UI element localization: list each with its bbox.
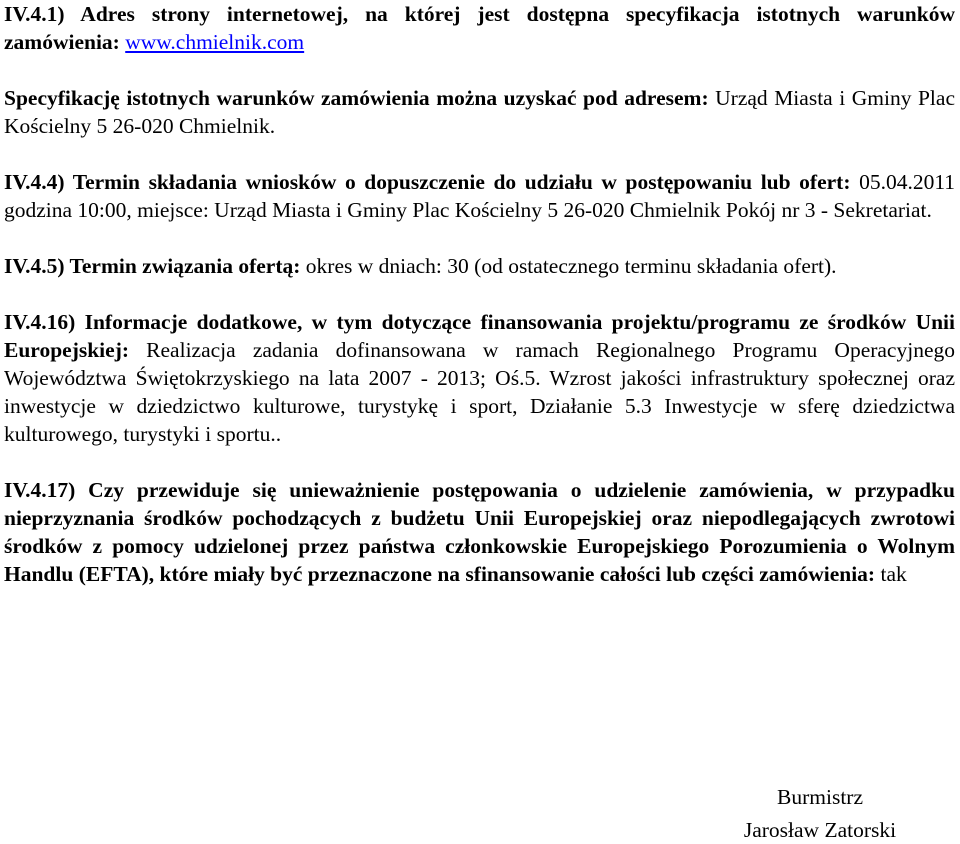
section-iv-4-5: [4, 252, 955, 280]
website-link[interactable]: www.chmielnik.com: [125, 30, 305, 54]
section-iv-4-1: [4, 0, 955, 56]
section-iv-4-17-label: IV.4.17) Czy przewiduje się unieważnienie postępowania o udzielenie zamówienia, w przypadku nieprzyznania środków pochodzących z budżetu Unii Europejskiej oraz niepodlegających zwrotowi środków z pomocy udzielonej przez państwa członkowskie Europejskiego Porozumienia o Wolnym Handlu (EFTA), które miały być przeznaczone na sfinansowanie całości lub części zamówienia:: [4, 478, 955, 586]
section-iv-4-17: [4, 476, 955, 588]
section-specification-address-text: Urząd Miasta i Gminy Plac Kościelny 5 26-020 Chmielnik.: [4, 86, 955, 138]
section-specification-address: [4, 84, 955, 140]
document-page: [4, 0, 955, 588]
section-iv-4-16: [4, 308, 955, 448]
section-iv-4-16-text: Realizacja zadania dofinansowana w ramach Regionalnego Programu Operacyjnego Województwa Świętokrzyskiego na lata 2007 - 2013; Oś.5. Wzrost jakości infrastruktury społecznej oraz inwestycje w dziedzictwo kulturowe, turystykę i sport, Działanie 5.3 Inwestycje w sferę dziedzictwa kulturowego, turystyki i sportu..: [4, 338, 955, 446]
section-specification-address-label: Specyfikację istotnych warunków zamówienia można uzyskać pod adresem:: [4, 86, 709, 110]
section-iv-4-4: [4, 168, 955, 224]
signature-name: Jarosław Zatorski: [743, 818, 897, 842]
section-iv-4-4-label: IV.4.4) Termin składania wniosków o dopuszczenie do udziału w postępowaniu lub ofert:: [4, 170, 851, 194]
section-iv-4-17-text: tak: [880, 562, 907, 586]
section-iv-4-5-text: okres w dniach: 30 (od ostatecznego terminu składania ofert).: [305, 254, 837, 278]
signature-block: [700, 783, 940, 844]
section-iv-4-16-label: IV.4.16) Informacje dodatkowe, w tym dotyczące finansowania projektu/programu ze środków Unii Europejskiej:: [4, 310, 955, 362]
section-iv-4-4-text: 05.04.2011 godzina 10:00, miejsce: Urząd Miasta i Gminy Plac Kościelny 5 26-020 Chmielnik Pokój nr 3 - Sekretariat.: [4, 170, 956, 222]
section-iv-4-5-label: IV.4.5) Termin związania ofertą:: [4, 254, 301, 278]
signature-title: Burmistrz: [777, 785, 863, 809]
section-iv-4-1-label: IV.4.1) Adres strony internetowej, na której jest dostępna specyfikacja istotnych warunków zamówienia:: [4, 2, 955, 54]
